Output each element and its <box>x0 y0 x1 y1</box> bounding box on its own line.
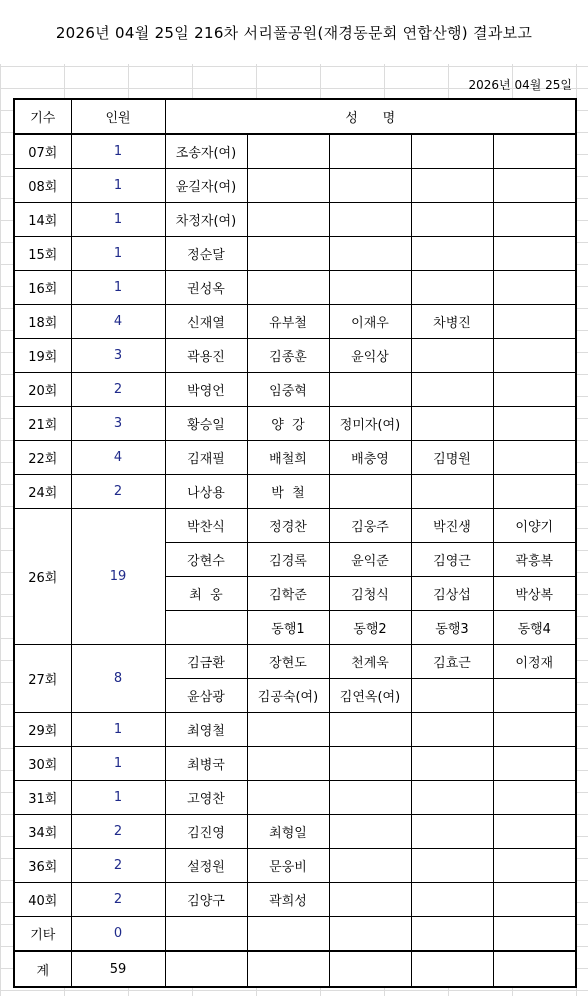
member-name-cell: 김효근 <box>411 645 493 679</box>
member-name-cell: 박상복 <box>493 577 576 611</box>
member-name-cell <box>493 441 576 475</box>
member-name-cell <box>493 271 576 305</box>
member-name-cell: 이양기 <box>493 509 576 543</box>
member-name-cell <box>329 203 411 237</box>
total-empty-cell <box>165 951 247 987</box>
member-name-cell <box>411 713 493 747</box>
member-name-cell <box>329 475 411 509</box>
total-empty-cell <box>247 951 329 987</box>
report-title: 2026년 04월 25일 216차 서리풀공원(재경동문회 연합산행) 결과보고 <box>0 0 588 64</box>
class-year-cell: 31회 <box>14 781 71 815</box>
member-name-cell <box>493 781 576 815</box>
table-row <box>14 917 576 952</box>
member-name-cell <box>329 237 411 271</box>
class-year-cell: 40회 <box>14 883 71 917</box>
member-name-cell <box>329 917 411 952</box>
member-name-cell: 임중혁 <box>247 373 329 407</box>
member-count-cell: 1 <box>71 747 165 781</box>
member-name-cell <box>411 237 493 271</box>
table-row <box>14 203 576 237</box>
member-name-cell: 차정자(여) <box>165 203 247 237</box>
table-row <box>14 645 576 679</box>
member-name-cell: 김웅주 <box>329 509 411 543</box>
member-name-cell <box>165 917 247 952</box>
header-count: 인원 <box>71 99 165 134</box>
member-name-cell <box>165 611 247 645</box>
member-name-cell <box>329 849 411 883</box>
member-name-cell: 동행2 <box>329 611 411 645</box>
header-names: 성 명 <box>165 99 576 134</box>
member-name-cell: 이재우 <box>329 305 411 339</box>
member-count-cell: 2 <box>71 475 165 509</box>
member-name-cell <box>329 815 411 849</box>
member-name-cell <box>493 407 576 441</box>
member-name-cell <box>329 271 411 305</box>
member-name-cell <box>247 747 329 781</box>
member-name-cell <box>411 747 493 781</box>
table-row <box>14 237 576 271</box>
class-year-cell: 24회 <box>14 475 71 509</box>
member-name-cell: 나상용 <box>165 475 247 509</box>
member-name-cell: 정미자(여) <box>329 407 411 441</box>
member-count-cell: 1 <box>71 237 165 271</box>
member-name-cell <box>493 849 576 883</box>
member-name-cell <box>411 271 493 305</box>
member-name-cell: 김양구 <box>165 883 247 917</box>
member-name-cell <box>411 373 493 407</box>
table-row <box>14 305 576 339</box>
table-body <box>14 134 576 951</box>
member-name-cell: 최영철 <box>165 713 247 747</box>
total-count: 59 <box>71 951 165 987</box>
member-name-cell: 최병국 <box>165 747 247 781</box>
total-label: 계 <box>14 951 71 987</box>
member-name-cell: 권성옥 <box>165 271 247 305</box>
member-count-cell: 1 <box>71 271 165 305</box>
member-name-cell: 김연옥(여) <box>329 679 411 713</box>
member-count-cell: 1 <box>71 134 165 169</box>
member-name-cell <box>329 781 411 815</box>
member-name-cell <box>411 475 493 509</box>
member-name-cell: 조송자(여) <box>165 134 247 169</box>
member-name-cell <box>411 339 493 373</box>
class-year-cell: 36회 <box>14 849 71 883</box>
member-name-cell: 윤삼광 <box>165 679 247 713</box>
member-name-cell: 윤익상 <box>329 339 411 373</box>
member-name-cell: 배충영 <box>329 441 411 475</box>
class-year-cell: 14회 <box>14 203 71 237</box>
member-count-cell: 2 <box>71 373 165 407</box>
class-year-cell: 15회 <box>14 237 71 271</box>
member-name-cell: 설정원 <box>165 849 247 883</box>
member-name-cell: 김명원 <box>411 441 493 475</box>
member-name-cell: 김상섭 <box>411 577 493 611</box>
member-name-cell <box>411 849 493 883</box>
member-name-cell: 최형일 <box>247 815 329 849</box>
member-name-cell <box>411 917 493 952</box>
member-name-cell <box>247 271 329 305</box>
member-name-cell: 문웅비 <box>247 849 329 883</box>
member-count-cell: 1 <box>71 203 165 237</box>
member-count-cell: 1 <box>71 713 165 747</box>
member-count-cell: 4 <box>71 305 165 339</box>
member-name-cell: 박영언 <box>165 373 247 407</box>
member-name-cell: 고영찬 <box>165 781 247 815</box>
member-name-cell: 곽희성 <box>247 883 329 917</box>
class-year-cell: 18회 <box>14 305 71 339</box>
member-name-cell <box>493 169 576 203</box>
member-name-cell <box>329 747 411 781</box>
class-year-cell: 26회 <box>14 509 71 645</box>
member-name-cell: 천계욱 <box>329 645 411 679</box>
table-row <box>14 271 576 305</box>
member-name-cell <box>411 134 493 169</box>
member-name-cell: 박진생 <box>411 509 493 543</box>
member-name-cell <box>247 917 329 952</box>
member-name-cell: 강현수 <box>165 543 247 577</box>
class-year-cell: 29회 <box>14 713 71 747</box>
class-year-cell: 07회 <box>14 134 71 169</box>
member-count-cell: 2 <box>71 815 165 849</box>
member-count-cell: 1 <box>71 169 165 203</box>
member-count-cell: 19 <box>71 509 165 645</box>
member-name-cell <box>247 169 329 203</box>
class-year-cell: 22회 <box>14 441 71 475</box>
class-year-cell: 08회 <box>14 169 71 203</box>
member-count-cell: 2 <box>71 883 165 917</box>
member-name-cell <box>247 237 329 271</box>
table-row <box>14 713 576 747</box>
member-count-cell: 2 <box>71 849 165 883</box>
member-name-cell: 황승일 <box>165 407 247 441</box>
member-name-cell <box>329 373 411 407</box>
table-row <box>14 475 576 509</box>
table-row <box>14 815 576 849</box>
member-name-cell <box>493 917 576 952</box>
member-name-cell: 곽용진 <box>165 339 247 373</box>
member-name-cell <box>493 815 576 849</box>
member-name-cell: 김학준 <box>247 577 329 611</box>
member-name-cell: 최 웅 <box>165 577 247 611</box>
class-year-cell: 34회 <box>14 815 71 849</box>
table-row <box>14 373 576 407</box>
class-year-cell: 기타 <box>14 917 71 952</box>
member-name-cell <box>411 407 493 441</box>
class-year-cell: 20회 <box>14 373 71 407</box>
member-name-cell <box>493 679 576 713</box>
member-name-cell: 차병진 <box>411 305 493 339</box>
member-name-cell: 윤익준 <box>329 543 411 577</box>
member-count-cell: 8 <box>71 645 165 713</box>
member-name-cell <box>411 815 493 849</box>
member-name-cell: 박 철 <box>247 475 329 509</box>
table-header-row <box>14 99 576 134</box>
member-name-cell: 김경록 <box>247 543 329 577</box>
member-name-cell: 김청식 <box>329 577 411 611</box>
member-name-cell <box>493 203 576 237</box>
member-name-cell: 김종훈 <box>247 339 329 373</box>
table-row <box>14 849 576 883</box>
member-name-cell <box>493 237 576 271</box>
attendance-table <box>13 98 577 988</box>
member-name-cell <box>247 781 329 815</box>
total-empty-cell <box>493 951 576 987</box>
member-name-cell <box>329 169 411 203</box>
member-name-cell <box>493 339 576 373</box>
member-name-cell: 김영근 <box>411 543 493 577</box>
member-name-cell: 동행1 <box>247 611 329 645</box>
total-row <box>14 951 576 987</box>
member-count-cell: 4 <box>71 441 165 475</box>
total-empty-cell <box>329 951 411 987</box>
member-name-cell <box>329 134 411 169</box>
member-name-cell: 장현도 <box>247 645 329 679</box>
member-name-cell <box>247 713 329 747</box>
member-name-cell: 신재열 <box>165 305 247 339</box>
table-row <box>14 781 576 815</box>
member-name-cell: 김진영 <box>165 815 247 849</box>
member-count-cell: 1 <box>71 781 165 815</box>
report-date: 2026년 04월 25일 <box>468 78 572 92</box>
class-year-cell: 27회 <box>14 645 71 713</box>
member-name-cell: 양 강 <box>247 407 329 441</box>
table-row <box>14 509 576 543</box>
member-name-cell: 동행4 <box>493 611 576 645</box>
header-ki: 기수 <box>14 99 71 134</box>
table-row <box>14 441 576 475</box>
class-year-cell: 19회 <box>14 339 71 373</box>
table-row <box>14 747 576 781</box>
member-count-cell: 3 <box>71 339 165 373</box>
member-name-cell <box>493 713 576 747</box>
table-row <box>14 883 576 917</box>
member-name-cell <box>493 747 576 781</box>
total-empty-cell <box>411 951 493 987</box>
member-name-cell <box>493 134 576 169</box>
member-name-cell: 정경찬 <box>247 509 329 543</box>
class-year-cell: 30회 <box>14 747 71 781</box>
member-name-cell <box>329 883 411 917</box>
member-name-cell <box>247 203 329 237</box>
table-row <box>14 407 576 441</box>
member-name-cell <box>493 475 576 509</box>
member-name-cell: 윤길자(여) <box>165 169 247 203</box>
class-year-cell: 16회 <box>14 271 71 305</box>
member-name-cell: 정순달 <box>165 237 247 271</box>
member-count-cell: 0 <box>71 917 165 952</box>
member-name-cell <box>411 883 493 917</box>
table-row <box>14 339 576 373</box>
member-name-cell <box>411 169 493 203</box>
member-name-cell <box>493 883 576 917</box>
member-name-cell <box>411 781 493 815</box>
table-row <box>14 134 576 169</box>
class-year-cell: 21회 <box>14 407 71 441</box>
member-name-cell <box>411 679 493 713</box>
member-name-cell: 유부철 <box>247 305 329 339</box>
member-name-cell: 이정재 <box>493 645 576 679</box>
member-name-cell: 박찬식 <box>165 509 247 543</box>
member-name-cell <box>493 373 576 407</box>
member-name-cell: 김공숙(여) <box>247 679 329 713</box>
member-name-cell: 동행3 <box>411 611 493 645</box>
table-row <box>14 169 576 203</box>
member-name-cell: 김재필 <box>165 441 247 475</box>
member-name-cell: 배철희 <box>247 441 329 475</box>
member-name-cell: 곽흥복 <box>493 543 576 577</box>
member-name-cell <box>411 203 493 237</box>
member-name-cell <box>247 134 329 169</box>
member-name-cell <box>493 305 576 339</box>
member-count-cell: 3 <box>71 407 165 441</box>
member-name-cell: 김금환 <box>165 645 247 679</box>
member-name-cell <box>329 713 411 747</box>
